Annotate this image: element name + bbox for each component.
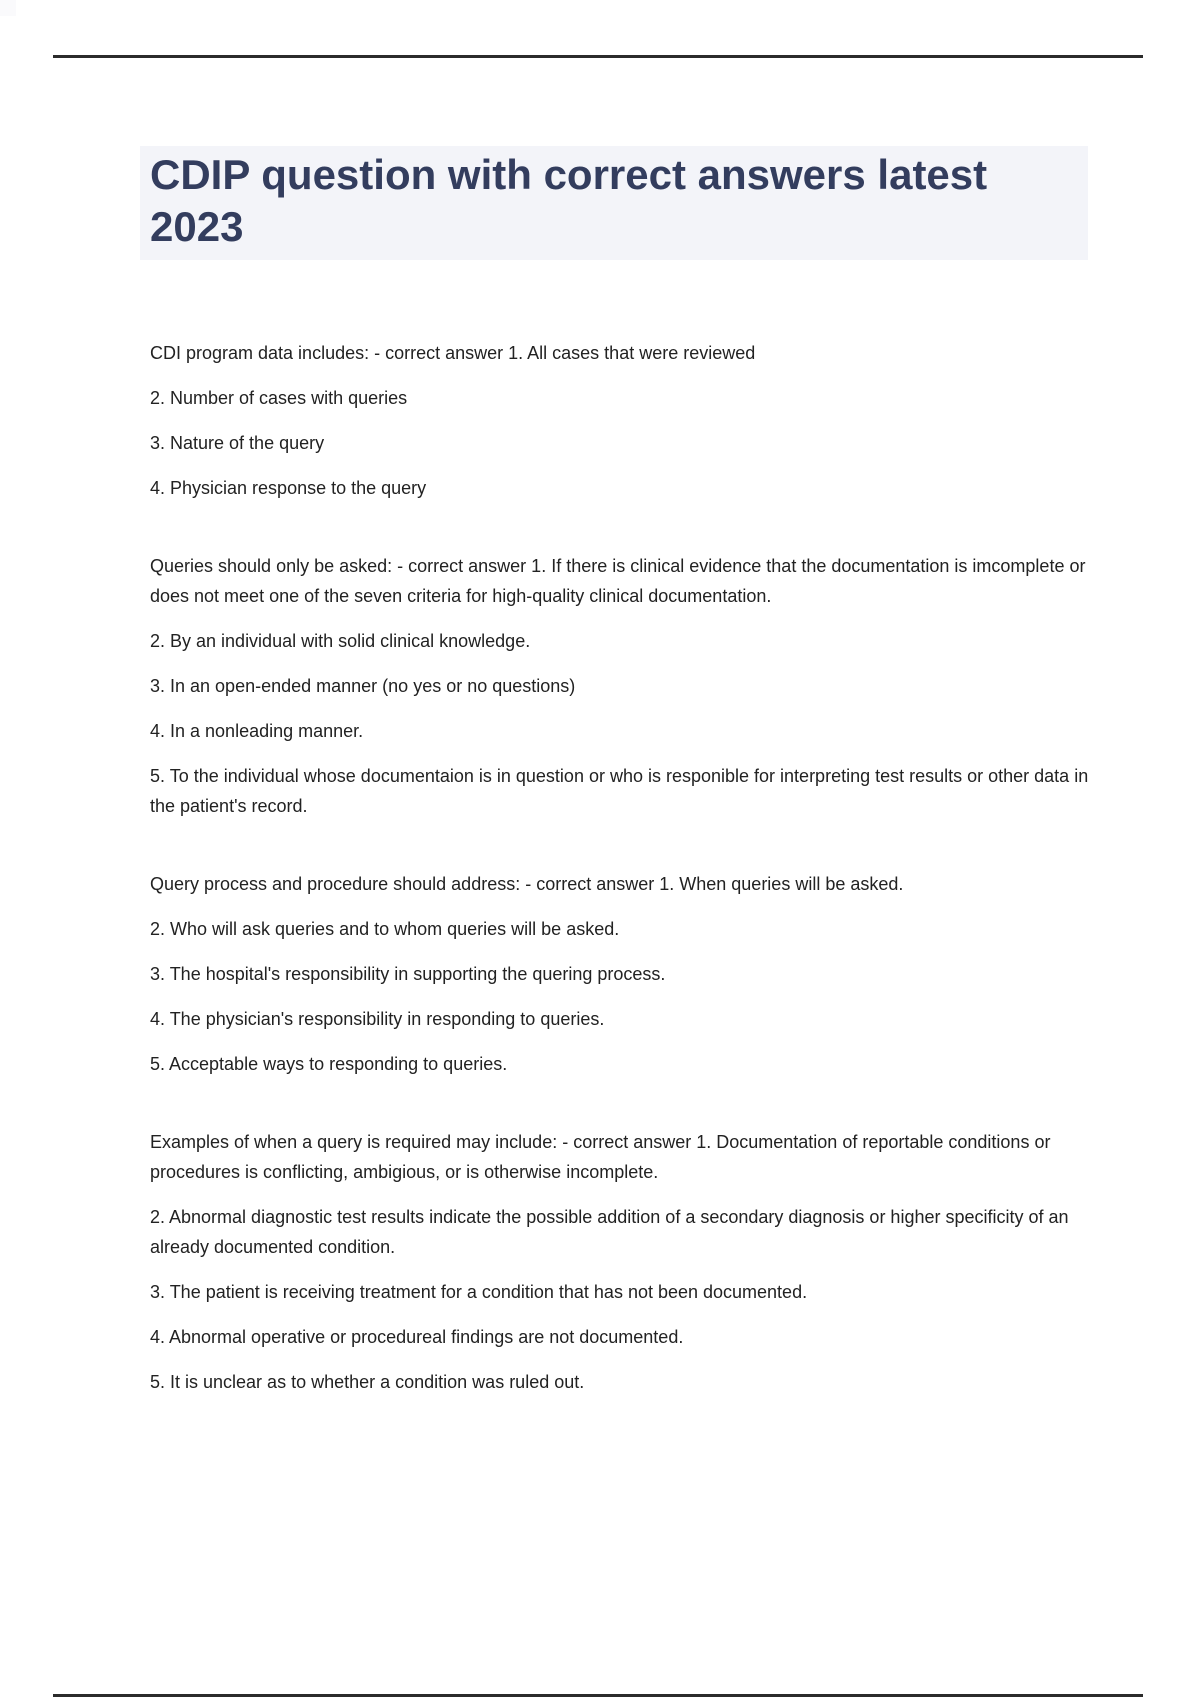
qa-block — [150, 1127, 1093, 1397]
qa-paragraph: Queries should only be asked: - correct answer 1. If there is clinical evidence that the documentation is imcomplete or does not meet one of the seven criteria for high-quality clinical documentation. — [150, 556, 1086, 606]
qa-paragraph: 5. Acceptable ways to responding to queries. — [150, 1054, 508, 1074]
qa-paragraph: 5. To the individual whose documentaion is in question or who is responible for interpreting test results or other data in the patient's record. — [150, 766, 1089, 816]
qa-paragraph: 2. Number of cases with queries — [150, 388, 408, 408]
qa-paragraph: 3. The hospital's responsibility in supporting the quering process. — [150, 964, 666, 984]
qa-paragraph: Examples of when a query is required may include: - correct answer 1. Documentation of reportable conditions or procedures is conflicting, ambigious, or is otherwise incomplete. — [150, 1132, 1051, 1182]
qa-paragraph: 2. Abnormal diagnostic test results indicate the possible addition of a secondary diagnosis or higher specificity of an already documented condition. — [150, 1207, 1069, 1257]
qa-paragraph: CDI program data includes: - correct answer 1. All cases that were reviewed — [150, 343, 756, 363]
scan-corner-artifact — [0, 0, 16, 16]
qa-paragraph: 3. The patient is receiving treatment for a condition that has not been documented. — [150, 1282, 808, 1302]
qa-paragraph: 5. It is unclear as to whether a condition was ruled out. — [150, 1372, 585, 1392]
qa-paragraph: 3. Nature of the query — [150, 433, 325, 453]
qa-paragraph: 4. The physician's responsibility in responding to queries. — [150, 1009, 605, 1029]
qa-paragraph: 4. Physician response to the query — [150, 478, 427, 498]
qa-paragraph: 2. By an individual with solid clinical knowledge. — [150, 631, 531, 651]
page-title: CDIP question with correct answers latest 2023 — [150, 151, 988, 250]
qa-paragraph: 3. In an open-ended manner (no yes or no questions) — [150, 676, 576, 696]
header-rule — [53, 55, 1143, 58]
qa-block — [150, 551, 1093, 821]
qa-block — [150, 338, 1093, 503]
document-body — [150, 338, 1093, 1412]
document-title-highlight — [140, 146, 1088, 260]
qa-paragraph: 2. Who will ask queries and to whom queries will be asked. — [150, 919, 620, 939]
qa-paragraph: 4. In a nonleading manner. — [150, 721, 364, 741]
qa-block — [150, 869, 1093, 1079]
qa-paragraph: Query process and procedure should address: - correct answer 1. When queries will be asked. — [150, 874, 904, 894]
qa-paragraph: 4. Abnormal operative or procedureal findings are not documented. — [150, 1327, 684, 1347]
footer-rule — [53, 1694, 1143, 1697]
